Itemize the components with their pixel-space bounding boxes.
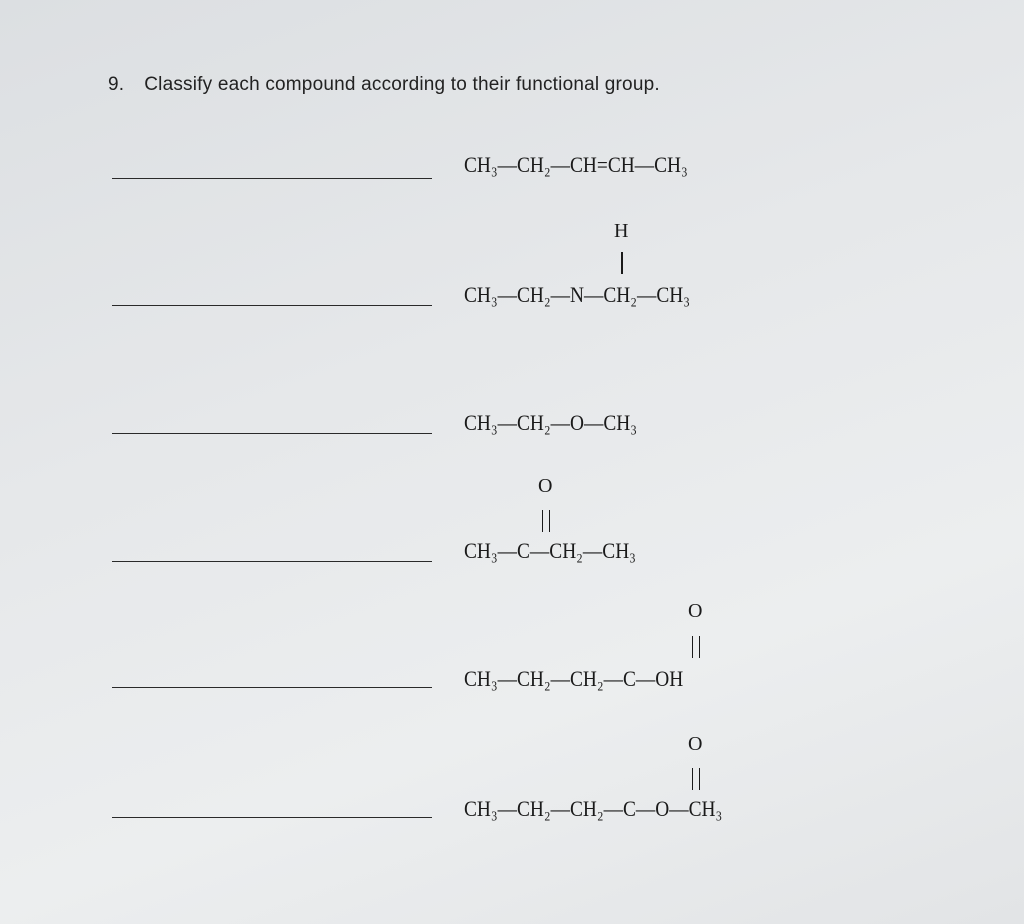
substituent-h: H [614,220,629,242]
question-text: Classify each compound according to their functional group. [144,74,660,95]
answer-blank-2[interactable] [112,305,432,306]
formula-2: CH₃—CH₂—N—CH₂—CH₃ [464,282,691,307]
double-bond-line-2 [692,636,700,658]
double-bond-line-1 [542,510,550,532]
question [108,74,660,96]
single-bond-line [621,252,623,274]
formula-3: CH₃—CH₂—O—CH₃ [464,410,638,435]
double-bond-line-3 [692,768,700,790]
question-number: 9. [108,74,125,95]
answer-blank-6[interactable] [112,817,432,818]
answer-blank-3[interactable] [112,433,432,434]
formula-6: CH₃—CH₂—CH₂—C—O—CH₃ [464,796,723,821]
answer-blank-4[interactable] [112,561,432,562]
substituent-o-1: O [538,475,553,497]
answer-blank-1[interactable] [112,178,432,179]
substituent-o-2: O [688,600,703,622]
formula-4: CH₃—C—CH₂—CH₃ [464,538,636,563]
formula-5: CH₃—CH₂—CH₂—C—OH [464,666,684,691]
answer-blank-5[interactable] [112,687,432,688]
formula-1: CH₃—CH₂—CH=CH—CH₃ [464,152,688,177]
substituent-o-3: O [688,733,703,755]
